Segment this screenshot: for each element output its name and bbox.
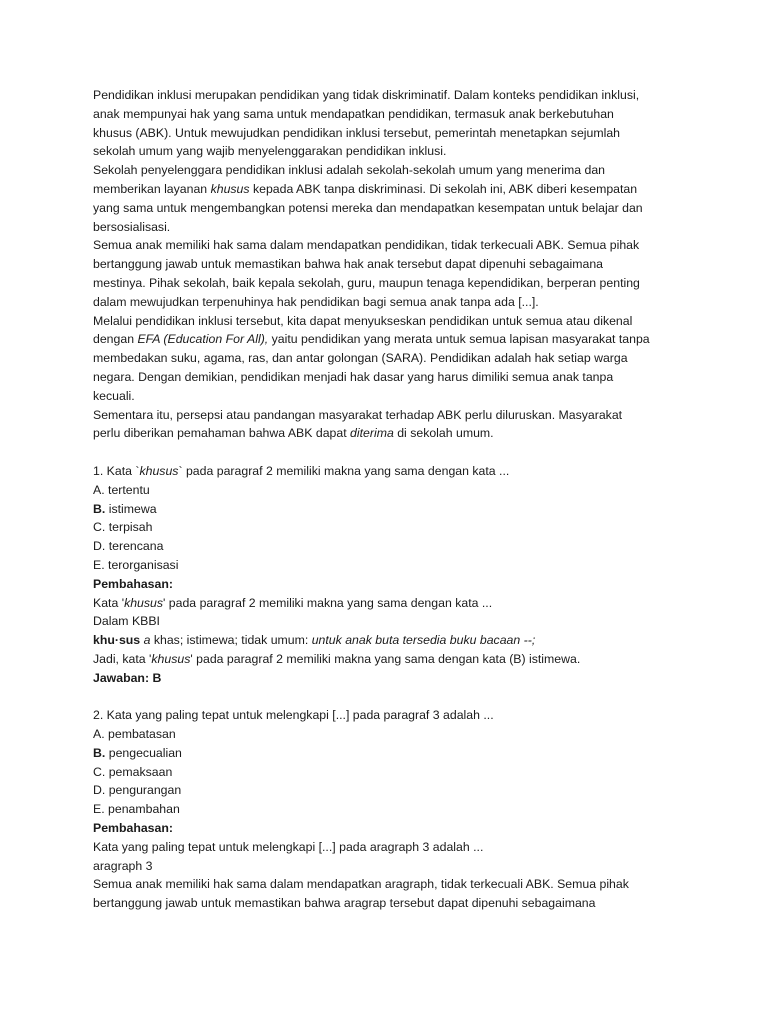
paragraph-1	[93, 86, 683, 161]
discussion-line: bertanggung jawab untuk memastikan bahwa aragrap tersebut dapat dipenuhi sebagaimana	[93, 896, 596, 911]
option-c: C. pemaksaan	[93, 764, 173, 779]
discussion-line	[93, 650, 683, 669]
option-text: istimewa	[105, 501, 157, 516]
definition: khas; istimewa; tidak umum:	[150, 633, 312, 648]
text-span: Jadi, kata '	[93, 651, 152, 666]
paragraph-5	[93, 406, 683, 444]
text-line	[93, 424, 683, 443]
option-c: C. terpisah	[93, 520, 153, 535]
question-2	[93, 706, 683, 913]
dictionary-entry	[93, 631, 683, 650]
text-line	[93, 330, 683, 349]
entry-word: khu·sus	[93, 633, 141, 648]
paragraph-2	[93, 161, 683, 236]
text-line: khusus (ABK). Untuk mewujudkan pendidikan inklusi tersebut, pemerintah menetapkan sejumlah	[93, 125, 621, 140]
text-span: kepada ABK tanpa diskriminasi. Di sekolah ini, ABK diberi kesempatan	[249, 181, 638, 196]
option-letter: B.	[93, 501, 106, 516]
option-a: A. tertentu	[93, 482, 150, 497]
question-stem	[93, 462, 683, 481]
text-line: dalam mewujudkan terpenuhinya hak pendidikan bagi semua anak tanpa ada [...].	[93, 294, 539, 309]
italic-term: khusus	[139, 463, 179, 478]
text-line: Semua anak memiliki hak sama dalam mendapatkan pendidikan, tidak terkecuali ABK. Semua pihak	[93, 238, 640, 253]
text-line: kecuali.	[93, 388, 135, 403]
text-line: sekolah umum yang wajib menyelenggarakan pendidikan inklusi.	[93, 144, 447, 159]
text-line: yang sama untuk mengembangkan potensi mereka dan mendapatkan kesempatan untuk belajar dan	[93, 200, 643, 215]
answer-line: Jawaban: B	[93, 670, 162, 685]
option-d: D. pengurangan	[93, 783, 182, 798]
text-span: Kata '	[93, 595, 125, 610]
text-span: di sekolah umum.	[393, 426, 494, 441]
text-line: negara. Dengan demikian, pendidikan menjadi hak dasar yang harus dimiliki semua anak tanpa	[93, 369, 614, 384]
text-line: mestinya. Pihak sekolah, baik kepala sekolah, guru, maupun tenaga kependidikan, berperan penting	[93, 275, 640, 290]
text-span: perlu diberikan pemahaman bahwa ABK dapat	[93, 426, 351, 441]
italic-term: khusus	[210, 181, 250, 196]
discussion-label: Pembahasan:	[93, 576, 173, 591]
discussion-line	[93, 594, 683, 613]
discussion-label: Pembahasan:	[93, 821, 173, 836]
italic-term: khusus	[124, 595, 164, 610]
text-line: Pendidikan inklusi merupakan pendidikan yang tidak diskriminatif. Dalam konteks pendidikan inklusi,	[93, 88, 640, 102]
option-letter: B.	[93, 745, 106, 760]
discussion-line: Kata yang paling tepat untuk melengkapi [...] pada aragraph 3 adalah ...	[93, 839, 484, 854]
option-text: pengecualian	[105, 745, 182, 760]
paragraph-3	[93, 236, 683, 311]
italic-term: khusus	[151, 651, 191, 666]
option-b	[93, 744, 683, 763]
text-span: 1. Kata `	[93, 463, 140, 478]
text-span: yaitu pendidikan yang merata untuk semua lapisan masyarakat tanpa	[268, 332, 650, 347]
paragraph-4	[93, 312, 683, 406]
text-span: ' pada paragraf 2 memiliki makna yang sama dengan kata (B) istimewa.	[190, 651, 581, 666]
document-page	[93, 86, 683, 913]
text-line: Sekolah penyelenggara pendidikan inklusi adalah sekolah-sekolah umum yang menerima dan	[93, 163, 606, 178]
text-line: bersosialisasi.	[93, 219, 171, 234]
option-e: E. penambahan	[93, 802, 180, 817]
text-line: anak mempunyai hak yang sama untuk mendapatkan pendidikan, termasuk anak berkebutuhan	[93, 106, 614, 121]
spacer	[93, 443, 683, 462]
question-stem: 2. Kata yang paling tepat untuk melengkapi [...] pada paragraf 3 adalah ...	[93, 708, 494, 723]
text-line: Melalui pendidikan inklusi tersebut, kita dapat menyukseskan pendidikan untuk semua atau dikenal	[93, 313, 633, 328]
question-1	[93, 462, 683, 688]
text-span: dengan	[93, 332, 138, 347]
discussion-line: Semua anak memiliki hak sama dalam mendapatkan aragraph, tidak terkecuali ABK. Semua pihak	[93, 877, 629, 892]
usage-example: untuk anak buta tersedia buku bacaan --;	[311, 633, 536, 648]
option-a: A. pembatasan	[93, 727, 176, 742]
text-line	[93, 180, 683, 199]
text-span: memberikan layanan	[93, 181, 211, 196]
text-line: Sementara itu, persepsi atau pandangan masyarakat terhadap ABK perlu diluruskan. Masyarakat	[93, 407, 623, 422]
italic-term: diterima	[350, 426, 394, 441]
text-line: bertanggung jawab untuk memastikan bahwa hak anak tersebut dapat dipenuhi sebagaimana	[93, 257, 603, 272]
italic-term: EFA (Education For All),	[137, 332, 269, 347]
option-d: D. terencana	[93, 539, 164, 554]
part-of-speech: a	[143, 633, 151, 648]
text-span: ` pada paragraf 2 memiliki makna yang sama dengan kata ...	[178, 463, 510, 478]
text-span: ' pada paragraf 2 memiliki makna yang sama dengan kata ...	[163, 595, 493, 610]
discussion-line: Dalam KBBI	[93, 614, 160, 629]
option-b	[93, 500, 683, 519]
discussion-line: aragraph 3	[93, 858, 153, 873]
option-e: E. terorganisasi	[93, 557, 179, 572]
text-line: membedakan suku, agama, ras, dan antar golongan (SARA). Pendidikan adalah hak setiap warga	[93, 351, 628, 366]
spacer	[93, 688, 683, 707]
